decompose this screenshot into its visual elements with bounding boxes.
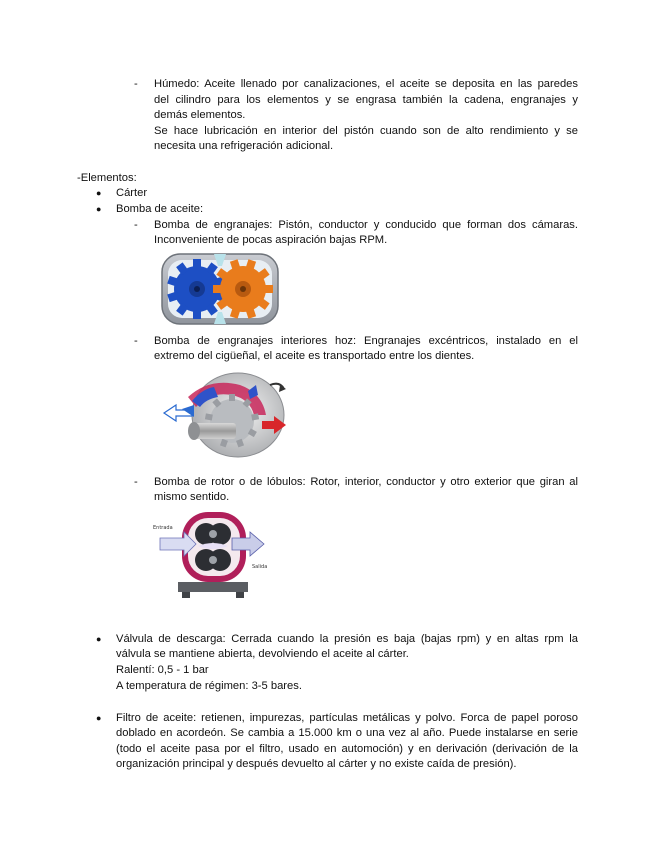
- elementos-heading: -Elementos:: [77, 172, 137, 184]
- humedo-line-4: Se hace lubricación en interior del pistón cuando son de alto rendimiento y se: [154, 125, 578, 137]
- list-dash: -: [134, 476, 138, 488]
- humedo-line-2: del cilindro para los elementos y se engrasa también la cadena, engranajes y: [154, 94, 578, 106]
- valvula-line-2: válvula se mantiene abierta, devolviendo el aceite al cárter.: [116, 648, 409, 660]
- bomba-rotor-line-1: Bomba de rotor o de lóbulos: Rotor, interior, conductor y otro exterior que giran al: [154, 476, 578, 488]
- humedo-line-5: necesita una refrigeración adicional.: [154, 140, 334, 152]
- gear-pump-image: [160, 252, 280, 326]
- lobe-pump-image: [152, 508, 270, 598]
- bomba-engranajes-line-2: Inconveniente de pocas aspiración bajas RPM.: [154, 234, 388, 246]
- filtro-line-3: (todo el aceite pasa por el filtro, usado en automoción) y en derivación (derivación de la: [116, 743, 578, 755]
- valvula-line-4: A temperatura de régimen: 3-5 bares.: [116, 680, 302, 692]
- humedo-line-3: demás elementos.: [154, 109, 246, 121]
- filtro-line-2: doblado en acordeón. Se cambia a 15.000 km o una vez al año. Puede instalarse en serie: [116, 727, 578, 739]
- bomba-hoz-line-2: extremo del cigüeñal, el aceite es transportado entre los dientes.: [154, 350, 475, 362]
- bomba-engranajes-line-1: Bomba de engranajes: Pistón, conductor y conducido que forman dos cámaras.: [154, 219, 578, 231]
- bullet-icon: ●: [96, 188, 102, 198]
- filtro-line-4: organización principal y después devuelto al cárter y no existe caída de presión).: [116, 758, 517, 770]
- crescent-pump-image: [162, 371, 290, 463]
- bullet-icon: ●: [96, 713, 102, 723]
- valvula-line-3: Ralentí: 0,5 - 1 bar: [116, 664, 209, 676]
- outlet-label: Salida: [252, 564, 268, 570]
- bomba-item: Bomba de aceite:: [116, 203, 204, 215]
- carter-item: Cárter: [116, 187, 148, 199]
- bomba-hoz-line-1: Bomba de engranajes interiores hoz: Engranajes excéntricos, instalado en el: [154, 335, 578, 347]
- list-dash: -: [134, 219, 138, 231]
- list-dash: -: [134, 335, 138, 347]
- filtro-line-1: Filtro de aceite: retienen, impurezas, partículas metálicas y polvo. Forca de papel poroso: [116, 712, 578, 724]
- bullet-icon: ●: [96, 634, 102, 644]
- inlet-label: Entrada: [153, 525, 173, 531]
- list-dash: -: [134, 78, 138, 90]
- humedo-line-1: Húmedo: Aceite llenado por canalizaciones, el aceite se deposita en las paredes: [154, 78, 578, 90]
- bullet-icon: ●: [96, 204, 102, 214]
- valvula-line-1: Válvula de descarga: Cerrada cuando la presión es baja (bajas rpm) y en altas rpm la: [116, 633, 578, 645]
- bomba-rotor-line-2: mismo sentido.: [154, 491, 230, 503]
